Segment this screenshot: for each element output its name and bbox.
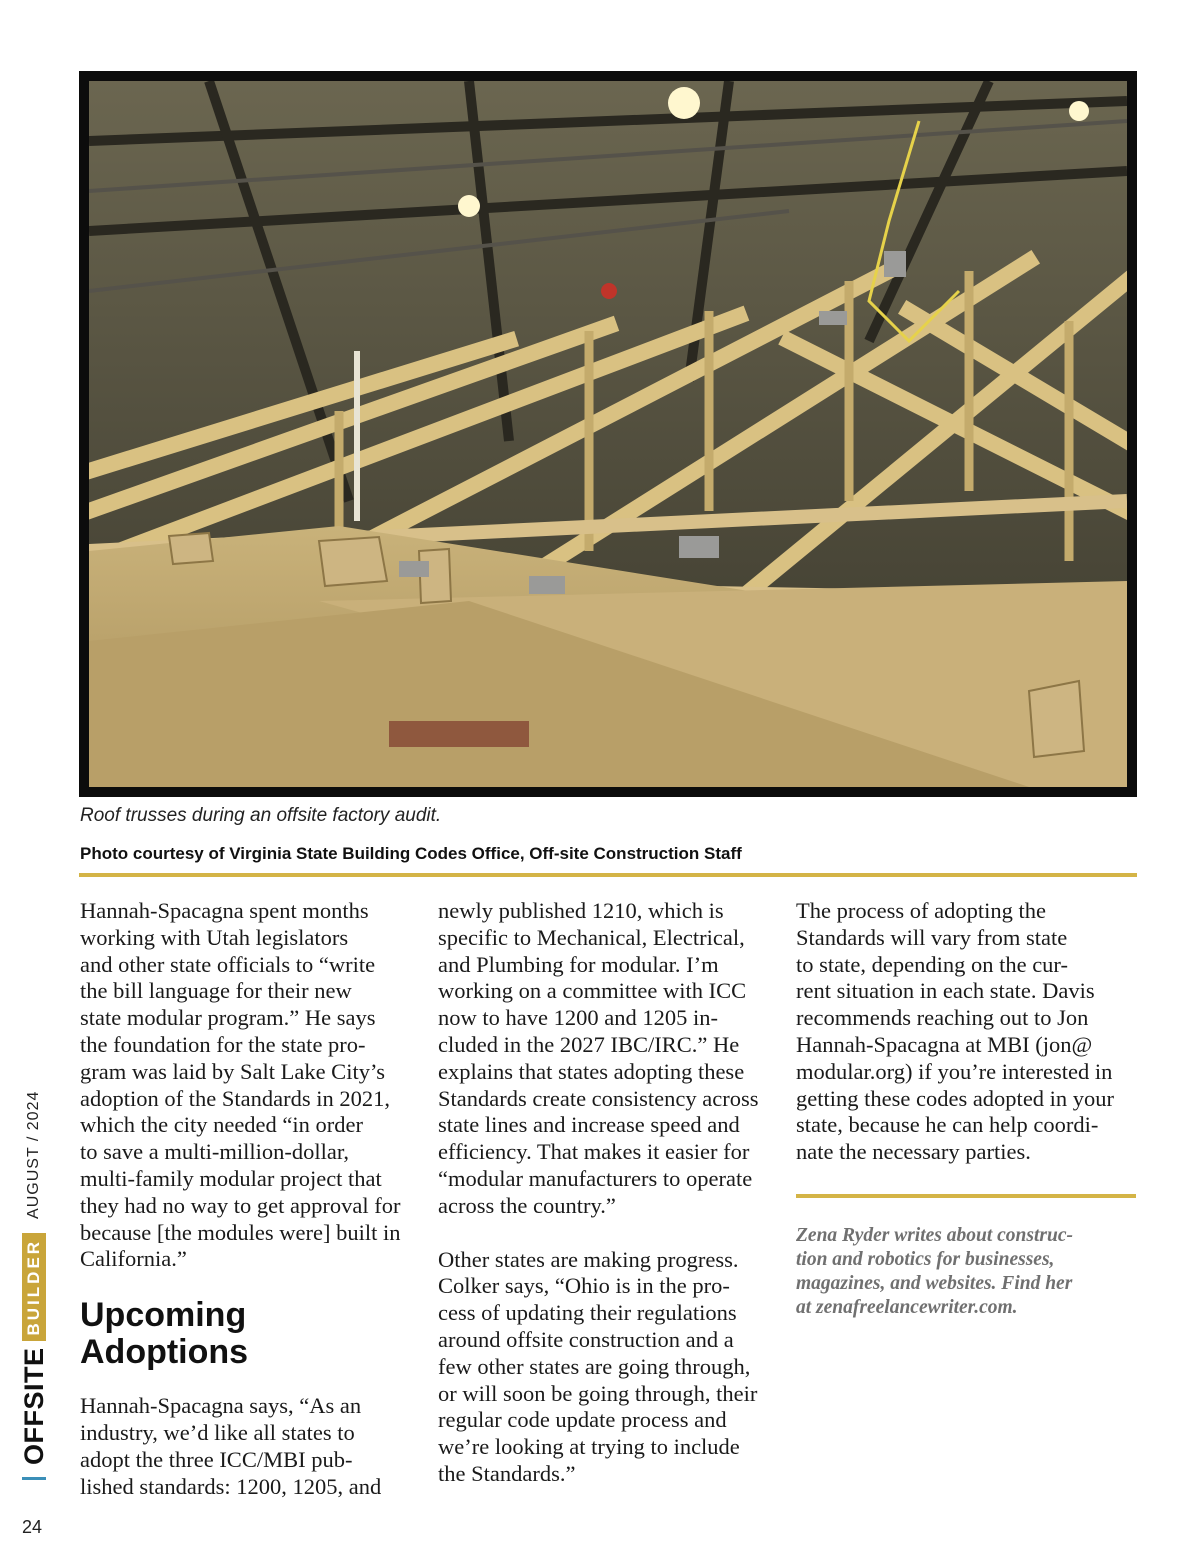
body-paragraph: Other states are making progress. Colker says, “Ohio is in the pro- cess of updating their regulations around offsite construction and a few other states are going through, or will soon be going through, their regular code update process and we’re looking at trying to include the Standards.” <box>438 1246 758 1486</box>
issue-date: AUGUST / 2024 <box>25 1090 42 1219</box>
caption-divider <box>79 873 1137 877</box>
paragraph-spacer <box>438 1220 788 1247</box>
body-paragraph: The process of adopting the Standards will vary from state to state, depending on the cur- rent situation in each state. Davis recommends reaching out to Jon Hannah-Spacagna at MBI (jon@ modular.org) if you’re interested in getting these codes adopted in your state, because he can help coordi- nate the necessary parties. <box>796 898 1115 1165</box>
body-paragraph: Hannah-Spacagna says, “As an industry, we’d like all states to adopt the three ICC/MBI pub- lished standards: 1200, 1205, and <box>80 1393 382 1499</box>
folio-accent-bar <box>22 1477 46 1480</box>
photo-caption: Roof trusses during an offsite factory audit. <box>80 805 442 826</box>
article-column-1 <box>80 898 425 1500</box>
bio-divider <box>796 1194 1136 1198</box>
page-number: 24 <box>22 1517 43 1537</box>
article-photo-frame <box>79 71 1137 797</box>
section-heading: Upcoming Adoptions <box>80 1296 249 1372</box>
magazine-brand-offsite: OFFSITE <box>18 1347 49 1465</box>
photo-credit: Photo courtesy of Virginia State Building Codes Office, Off-site Construction Staff <box>80 844 742 863</box>
author-bio: Zena Ryder writes about construc- tion and robotics for businesses, magazines, and websites. Find her at zenafreelancewriter.com. <box>796 1225 1073 1318</box>
body-paragraph: Hannah-Spacagna spent months working with Utah legislators and other state officials to “write the bill language for their new state modular program.” He says the foundation for the state pro- gram was laid by Salt Lake City’s adoption of the Standards in 2021, which the city needed “in order to save a multi-million-dollar, multi-family modular project that they had no way to get approval for because [the modules were] built in California.” <box>80 898 401 1272</box>
magazine-brand-builder: BUILDER <box>22 1233 46 1342</box>
roof-trusses-illustration <box>89 81 1127 787</box>
article-column-3 <box>796 898 1141 1166</box>
body-paragraph: newly published 1210, which is specific to Mechanical, Electrical, and Plumbing for modular. I’m working on a committee with ICC now to have 1200 and 1205 in- cluded in the 2027 IBC/IRC.” He explains that states adopting these Standards create consistency across state lines and increase speed and efficiency. That makes it easier for “modular manufacturers to operate across the country.” <box>438 898 759 1218</box>
article-column-2 <box>438 898 788 1488</box>
article-photo <box>89 81 1127 787</box>
side-folio <box>17 1080 51 1480</box>
